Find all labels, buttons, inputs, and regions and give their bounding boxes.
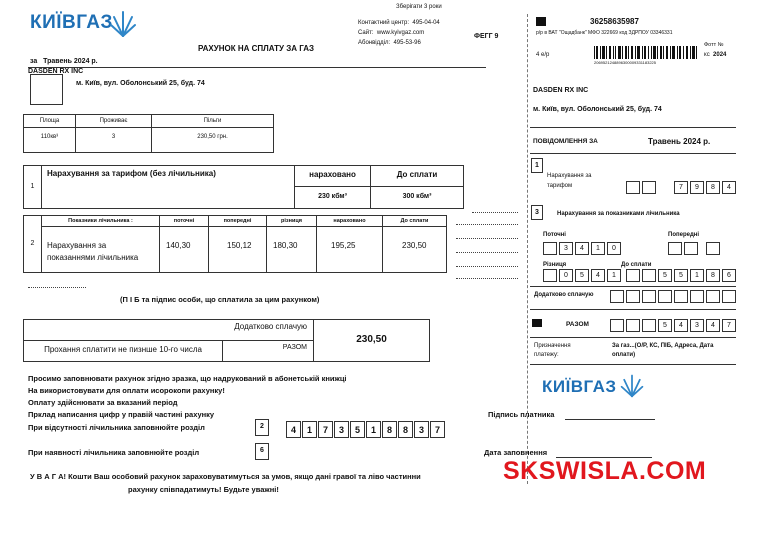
stub-total-label: РАЗОМ bbox=[566, 321, 589, 328]
stub-divider bbox=[527, 14, 528, 484]
stub-total-digit: 5 bbox=[658, 319, 672, 332]
section2-current-value: 140,30 bbox=[159, 226, 209, 273]
stub-additional-digit[interactable] bbox=[690, 290, 704, 303]
snowflake-icon bbox=[110, 8, 136, 38]
stub-additional-digit[interactable] bbox=[658, 290, 672, 303]
stub-previous-digit bbox=[668, 242, 682, 255]
section1-charged-header: нараховано bbox=[294, 165, 371, 187]
section2-topay-value: 230,50 bbox=[382, 226, 447, 273]
stub-current-digit: 1 bbox=[591, 242, 605, 255]
stub-total-digit: 4 bbox=[674, 319, 688, 332]
instruction-line: При наявності лічильника заповнюйте розділ bbox=[28, 448, 200, 457]
stub-address: м. Київ, вул. Оболонський 25, буд. 74 bbox=[533, 106, 662, 113]
section1-charged-value: 230 кбм³ bbox=[294, 186, 371, 209]
section-ref-box: 6 bbox=[255, 443, 269, 460]
section2-header-charged: нараховано bbox=[316, 215, 383, 227]
stub-s1-digit: 8 bbox=[706, 181, 720, 194]
stub-total-digit: 4 bbox=[706, 319, 720, 332]
info-header-benefits: Пільги bbox=[151, 114, 274, 128]
stub-pay-digit bbox=[642, 269, 656, 282]
stub-topay-label: До сплати bbox=[621, 262, 652, 268]
stub-purpose-text: За газ...(О/Р, КС, ПІБ, Адреса, Дата оплати) bbox=[612, 343, 714, 358]
info-benefits-value: 230,50 грн. bbox=[151, 127, 274, 153]
stub-additional-digit[interactable] bbox=[626, 290, 640, 303]
stub-additional-digit[interactable] bbox=[674, 290, 688, 303]
sample-digit: 8 bbox=[382, 421, 397, 438]
stub-pay-digit: 5 bbox=[658, 269, 672, 282]
instruction-line: Прклад написання цифр у правій частині рахунку bbox=[28, 410, 215, 419]
stub-additional-digit[interactable] bbox=[610, 290, 624, 303]
contact-center: Контактний центр: 495-04-04 bbox=[358, 20, 440, 26]
info-residents-value: 3 bbox=[75, 127, 152, 153]
section2-header-current: поточні bbox=[159, 215, 209, 227]
stub-previous-digit bbox=[684, 242, 698, 255]
section2-header-diff: різниця bbox=[266, 215, 317, 227]
stub-current-label: Поточні bbox=[543, 232, 566, 238]
section1-label: Нарахування за тарифом (без лічильника) bbox=[41, 165, 295, 209]
stub-current-digit: 3 bbox=[559, 242, 573, 255]
instruction-line: Оплату здійснювати за вказаний період bbox=[28, 398, 178, 407]
section1-topay-header: До сплати bbox=[370, 165, 464, 187]
page-title: РАХУНОК НА СПЛАТУ ЗА ГАЗ bbox=[198, 44, 315, 53]
customer-address: м. Київ, вул. Оболонський 25, буд. 74 bbox=[76, 80, 205, 87]
sample-digit: 3 bbox=[414, 421, 429, 438]
stub-additional-label: Додатково сплачую bbox=[534, 292, 594, 298]
section2-number: 2 bbox=[23, 215, 42, 273]
stub-pay-digit: 1 bbox=[690, 269, 704, 282]
brand-logo: КИЇВГАЗ bbox=[30, 12, 113, 33]
dotted-line bbox=[456, 224, 518, 225]
stub-s1-digit: 9 bbox=[690, 181, 704, 194]
totals-deadline-label: Прохання сплатити не пизнше 10-го числа bbox=[23, 340, 223, 362]
totals-total-value: 230,50 bbox=[313, 319, 430, 362]
section1-topay-value: 300 кбм³ bbox=[370, 186, 464, 209]
dotted-line bbox=[472, 212, 518, 213]
stub-total-digit bbox=[642, 319, 656, 332]
payer-signature-line[interactable] bbox=[565, 419, 655, 420]
stub-additional-digit[interactable] bbox=[722, 290, 736, 303]
stub-s1-digit: 7 bbox=[674, 181, 688, 194]
stub-brand-logo: КИЇВГАЗ bbox=[542, 377, 617, 396]
stub-current-digit: 4 bbox=[575, 242, 589, 255]
stub-section3-label: Нарахування за показниками лічильника bbox=[557, 211, 680, 217]
stub-diff-digit: 5 bbox=[575, 269, 589, 282]
signature-caption: (П І Б та підпис особи, що сплатила за цим рахунком) bbox=[120, 295, 320, 304]
stub-s1-digit bbox=[642, 181, 656, 194]
totals-additional-label: Додатково сплачую bbox=[23, 319, 314, 341]
stub-bank-line: р/р в ВАТ "Ощадбанк" МФО 322669 код ЗДРПОУ 03346331 bbox=[536, 30, 673, 36]
stub-year: кс 2024 bbox=[704, 52, 727, 58]
stub-line bbox=[530, 286, 736, 287]
stub-small-num: 4 е/р bbox=[536, 52, 550, 58]
stub-notice-period: Травень 2024 р. bbox=[648, 137, 711, 146]
stub-additional-digit[interactable] bbox=[706, 290, 720, 303]
stub-line bbox=[530, 153, 736, 154]
stub-current-digit bbox=[543, 242, 557, 255]
snowflake-icon bbox=[620, 372, 644, 398]
stub-pay-digit bbox=[626, 269, 640, 282]
info-header-residents: Проживає bbox=[75, 114, 152, 128]
dotted-line bbox=[456, 238, 518, 239]
sample-digit: 1 bbox=[302, 421, 317, 438]
sample-digit: 3 bbox=[334, 421, 349, 438]
totals-total-label: РАЗОМ bbox=[222, 340, 314, 362]
info-area-value: 110кв³ bbox=[23, 127, 76, 153]
sample-digit: 7 bbox=[318, 421, 333, 438]
stub-previous-digit bbox=[706, 242, 720, 255]
stub-total-digit: 3 bbox=[690, 319, 704, 332]
stub-s1-digit bbox=[626, 181, 640, 194]
billing-period: за Травень 2024 р. bbox=[30, 58, 98, 65]
stub-form-label: Фотт № bbox=[704, 42, 724, 48]
keep-note: Зберігати 3 роки bbox=[396, 4, 442, 10]
section2-charged-value: 195,25 bbox=[316, 226, 383, 273]
watermark: SKSWISLA.COM bbox=[503, 457, 707, 485]
dotted-line bbox=[456, 266, 518, 267]
stub-previous-label: Попередні bbox=[668, 232, 700, 238]
stub-current-digit: 0 bbox=[607, 242, 621, 255]
sample-digit: 7 bbox=[430, 421, 445, 438]
barcode bbox=[594, 46, 698, 59]
site-link[interactable]: Сайт: www.kyivgaz.com bbox=[358, 30, 425, 36]
stub-customer: DASDEN RX INC bbox=[533, 87, 589, 94]
black-marker bbox=[536, 17, 546, 26]
stub-line bbox=[530, 127, 736, 128]
instruction-line: Просимо заповнювати рахунок згідно зразка, що надрукований в абонетській книжці bbox=[28, 374, 347, 383]
stub-line bbox=[530, 309, 736, 310]
form-code: ФЕГГ 9 bbox=[474, 33, 499, 40]
barcode-digits: 2069521248896300009331183225 bbox=[594, 60, 656, 65]
dotted-line bbox=[456, 278, 518, 279]
sample-digit: 4 bbox=[286, 421, 301, 438]
stub-total-digit bbox=[626, 319, 640, 332]
info-header-area: Площа bbox=[23, 114, 76, 128]
subscriber-dept: Абонвідділ: 495-53-96 bbox=[358, 40, 421, 46]
stub-section1-num: 1 bbox=[531, 158, 543, 173]
stub-purpose-label: Призначення платежу: bbox=[534, 343, 571, 358]
header-divider bbox=[28, 67, 486, 68]
stub-pay-digit: 6 bbox=[722, 269, 736, 282]
dotted-line bbox=[28, 287, 86, 288]
stub-line bbox=[530, 337, 736, 338]
section-ref-box: 2 bbox=[255, 419, 269, 436]
section2-diff-value: 180,30 bbox=[266, 226, 317, 273]
stub-notice-label: ПОВІДОМЛЕННЯ ЗА bbox=[533, 138, 598, 145]
sample-digit: 8 bbox=[398, 421, 413, 438]
stub-line bbox=[530, 364, 736, 365]
customer-name: DASDEN RX INC bbox=[28, 68, 84, 75]
sample-digit: 1 bbox=[366, 421, 381, 438]
stub-additional-digit[interactable] bbox=[642, 290, 656, 303]
instruction-line: На використовувати для оплати исорокопи рахунку! bbox=[28, 386, 225, 395]
stub-diff-label: Різниця bbox=[543, 262, 567, 268]
stub-diff-digit: 0 bbox=[559, 269, 573, 282]
instruction-line: При відсутності лічильника заповнюйте розділ bbox=[28, 423, 205, 432]
photo-box bbox=[30, 74, 63, 105]
section1-number: 1 bbox=[23, 165, 42, 209]
stub-section3-num: 3 bbox=[531, 205, 543, 220]
stub-diff-digit bbox=[543, 269, 557, 282]
stub-account: 36258635987 bbox=[590, 17, 639, 26]
stub-total-digit: 7 bbox=[722, 319, 736, 332]
warning-line: рахунку співпадатимуть! Будьте уважні! bbox=[128, 485, 279, 494]
dotted-line bbox=[456, 252, 518, 253]
stub-pay-digit: 8 bbox=[706, 269, 720, 282]
section2-header-meter: Показники лічильника : bbox=[41, 215, 160, 227]
section2-header-topay: До сплати bbox=[382, 215, 447, 227]
section2-header-previous: попередні bbox=[208, 215, 267, 227]
stub-diff-digit: 4 bbox=[591, 269, 605, 282]
stub-s1-digit: 4 bbox=[722, 181, 736, 194]
stub-pay-digit: 5 bbox=[674, 269, 688, 282]
payer-signature-label: Підпись платника bbox=[488, 410, 555, 419]
section2-previous-value: 150,12 bbox=[208, 226, 267, 273]
stub-section1-label: Нарахування за тарифом bbox=[547, 173, 592, 189]
black-marker bbox=[532, 319, 542, 327]
stub-diff-digit: 1 bbox=[607, 269, 621, 282]
warning-line: У В А Г А! Кошти Ваш особовий рахунок зараховуватимуться за умов, якщо дані гравої та ліво частинни bbox=[30, 472, 421, 481]
sample-digit: 5 bbox=[350, 421, 365, 438]
stub-total-digit bbox=[610, 319, 624, 332]
fill-date-label: Дата заповнення bbox=[484, 448, 548, 457]
section2-row-label: Нарахування за показаннями лічильника bbox=[41, 226, 160, 273]
